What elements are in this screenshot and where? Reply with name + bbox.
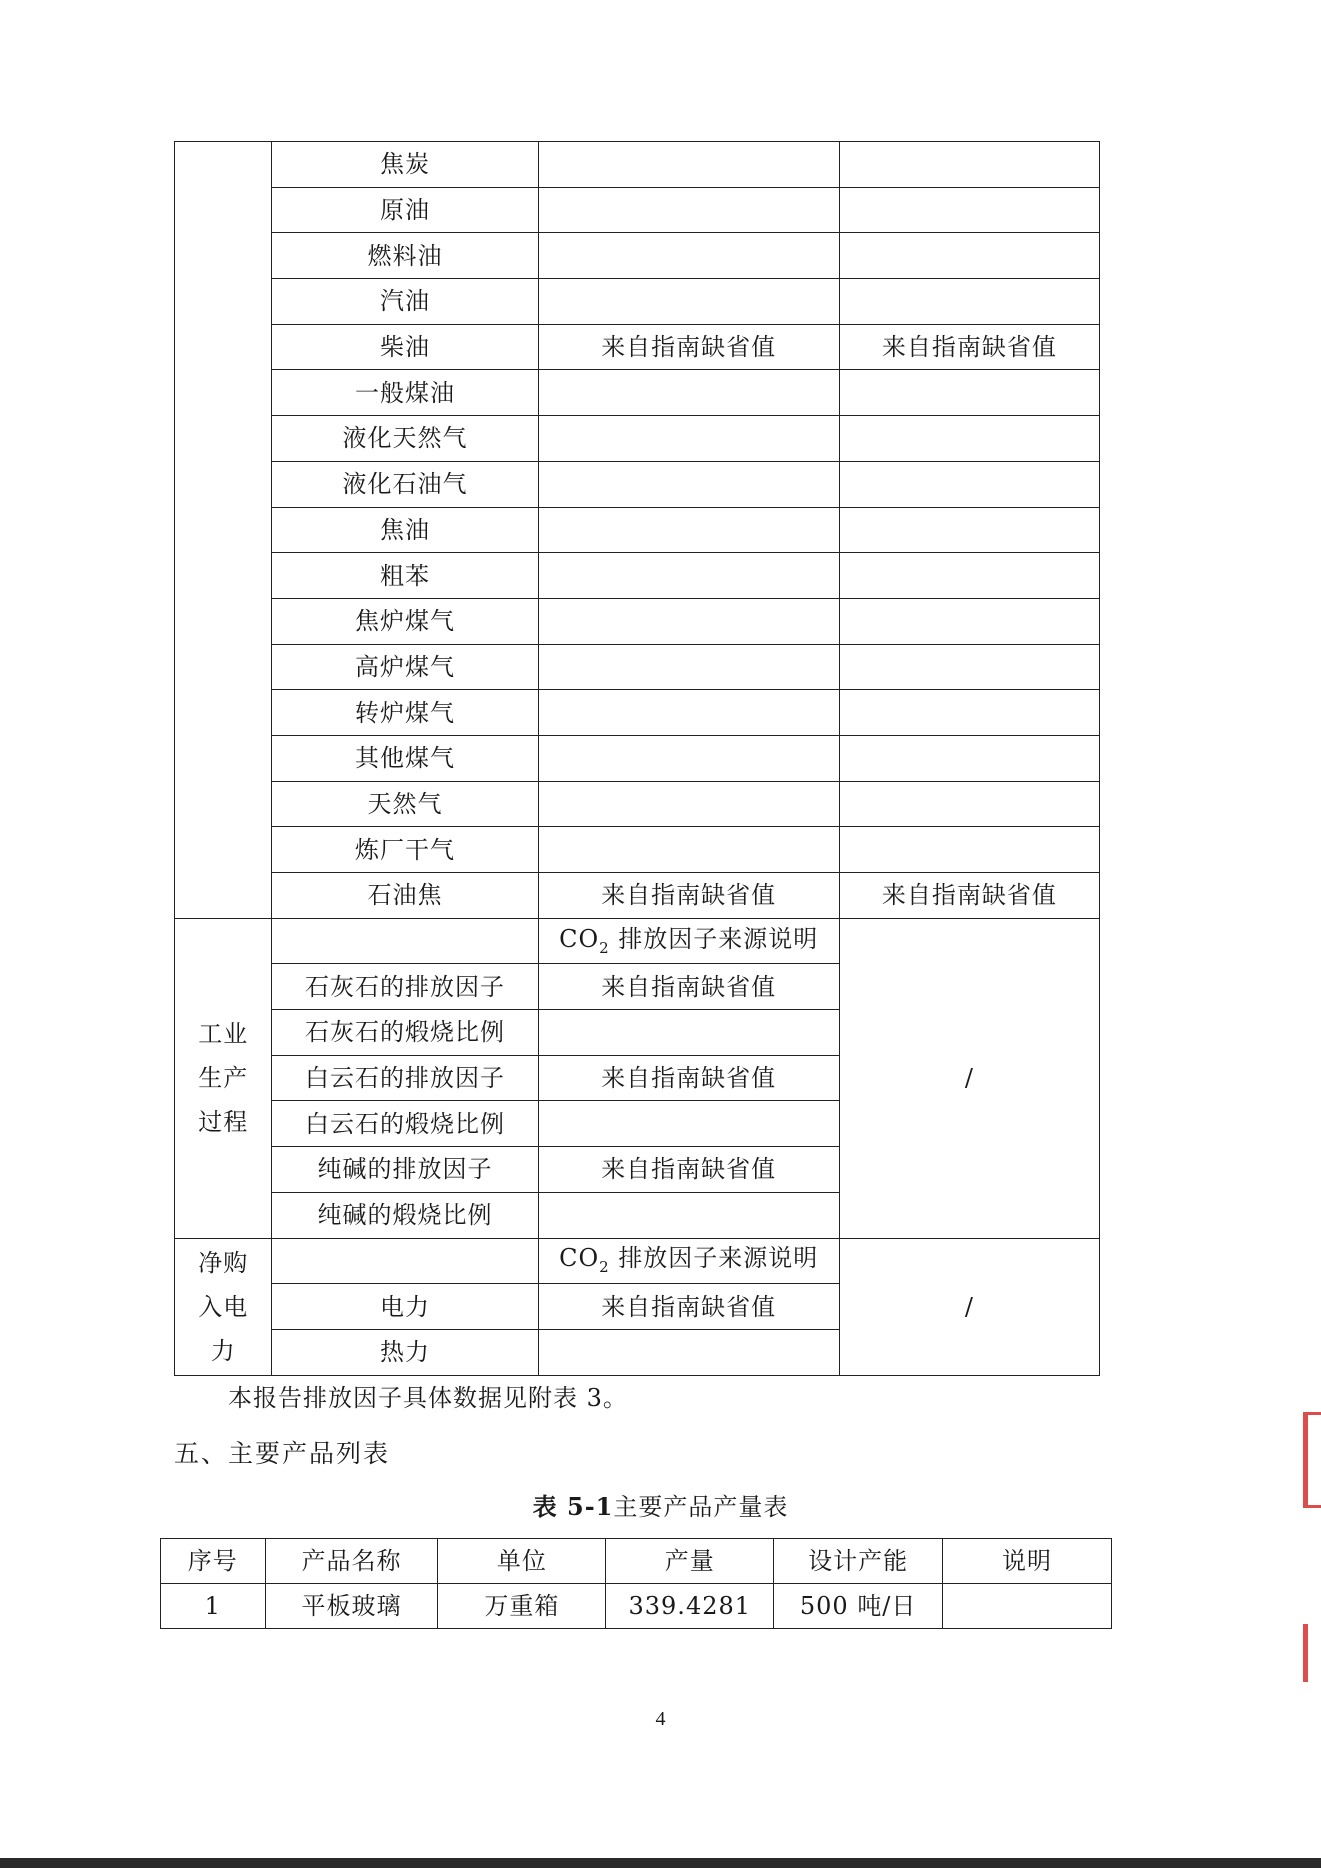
scan-border <box>0 1858 1321 1868</box>
fuel-name: 柴油 <box>272 324 538 370</box>
label-line: 力 <box>210 1336 236 1365</box>
energy-factor-source <box>538 1329 839 1375</box>
table-title: 主要产品产量表 <box>613 1493 789 1521</box>
table-row <box>175 827 1100 873</box>
table-cell <box>943 1584 1112 1629</box>
fuel-factor-source-2 <box>839 735 1099 781</box>
process-factor-source <box>538 1101 839 1147</box>
purchased-power-label-cell <box>175 1238 272 1375</box>
co2-factor-source-header <box>538 1238 839 1284</box>
label-line: 过程 <box>198 1108 249 1137</box>
seal-stamp-fragment <box>1303 1412 1321 1508</box>
column-header: 说明 <box>943 1539 1112 1584</box>
fuel-name: 焦炉煤气 <box>272 598 538 644</box>
fuel-category-cell <box>175 142 272 919</box>
emission-factor-table <box>174 141 1100 1376</box>
energy-type-name: 热力 <box>272 1329 538 1375</box>
table-cell: 平板玻璃 <box>265 1584 438 1629</box>
fuel-factor-source <box>538 233 839 279</box>
process-factor-name: 石灰石的排放因子 <box>272 964 538 1010</box>
fuel-factor-source-2: 来自指南缺省值 <box>839 873 1099 919</box>
table-row <box>175 324 1100 370</box>
table-row <box>175 873 1100 919</box>
fuel-factor-source-2 <box>839 279 1099 325</box>
fuel-factor-source <box>538 507 839 553</box>
fuel-name: 炼厂干气 <box>272 827 538 873</box>
fuel-name: 天然气 <box>272 781 538 827</box>
fuel-factor-source: 来自指南缺省值 <box>538 873 839 919</box>
fuel-factor-source <box>538 644 839 690</box>
table-cell: 万重箱 <box>438 1584 606 1629</box>
process-factor-name: 白云石的煅烧比例 <box>272 1101 538 1147</box>
table-cell: 500 吨/日 <box>774 1584 943 1629</box>
fuel-name: 一般煤油 <box>272 370 538 416</box>
seal-stamp-fragment <box>1303 1624 1321 1682</box>
purchased-power-label <box>198 1241 248 1373</box>
column-header: 产品名称 <box>265 1539 438 1584</box>
industrial-process-label-cell <box>175 918 272 1238</box>
fuel-name: 石油焦 <box>272 873 538 919</box>
fuel-factor-source <box>538 416 839 462</box>
fuel-factor-source-2 <box>839 370 1099 416</box>
product-table <box>160 1538 1112 1629</box>
fuel-factor-source-2 <box>839 827 1099 873</box>
table-header-row <box>161 1539 1112 1584</box>
fuel-name: 转炉煤气 <box>272 690 538 736</box>
table-cell: 1 <box>161 1584 266 1629</box>
fuel-name: 焦炭 <box>272 142 538 188</box>
fuel-factor-source-2: 来自指南缺省值 <box>839 324 1099 370</box>
fuel-factor-source: 来自指南缺省值 <box>538 324 839 370</box>
fuel-name: 液化天然气 <box>272 416 538 462</box>
header-prefix: CO <box>559 924 600 953</box>
header-subscript: 2 <box>599 938 610 957</box>
table-row <box>175 187 1100 233</box>
fuel-name: 焦油 <box>272 507 538 553</box>
table-cell: 339.4281 <box>606 1584 774 1629</box>
table-row <box>161 1584 1112 1629</box>
empty-cell <box>272 1238 538 1284</box>
fuel-factor-source <box>538 370 839 416</box>
process-factor-name: 白云石的排放因子 <box>272 1055 538 1101</box>
fuel-name: 高炉煤气 <box>272 644 538 690</box>
fuel-factor-source <box>538 553 839 599</box>
column-header: 产量 <box>606 1539 774 1584</box>
fuel-factor-source-2 <box>839 461 1099 507</box>
label-line: 工业 <box>198 1020 249 1049</box>
table-row <box>175 1238 1100 1284</box>
fuel-factor-source-2 <box>839 781 1099 827</box>
process-factor-source <box>538 1010 839 1056</box>
fuel-name: 汽油 <box>272 279 538 325</box>
table-row <box>175 461 1100 507</box>
table-caption <box>0 1487 1321 1522</box>
fuel-factor-source-2 <box>839 233 1099 279</box>
fuel-name: 原油 <box>272 187 538 233</box>
label-line: 入电 <box>198 1292 249 1321</box>
co2-factor-source-header <box>538 918 839 964</box>
process-factor-source: 来自指南缺省值 <box>538 1055 839 1101</box>
process-factor-name: 石灰石的煅烧比例 <box>272 1010 538 1056</box>
fuel-factor-source <box>538 279 839 325</box>
label-line: 净购 <box>198 1248 249 1277</box>
appendix-note: 本报告排放因子具体数据见附表 3。 <box>228 1384 628 1412</box>
fuel-factor-source-2 <box>839 507 1099 553</box>
fuel-factor-source-2 <box>839 644 1099 690</box>
fuel-factor-source-2 <box>839 142 1099 188</box>
fuel-factor-source <box>538 461 839 507</box>
empty-cell <box>272 918 538 964</box>
header-subscript: 2 <box>599 1258 610 1277</box>
label-line: 生产 <box>198 1064 249 1093</box>
table-row <box>175 370 1100 416</box>
table-row <box>175 918 1100 964</box>
industrial-slash-cell: / <box>839 918 1099 1238</box>
fuel-name: 其他煤气 <box>272 735 538 781</box>
fuel-factor-source <box>538 598 839 644</box>
energy-type-name: 电力 <box>272 1284 538 1330</box>
process-factor-source <box>538 1192 839 1238</box>
table-row <box>175 781 1100 827</box>
energy-factor-source: 来自指南缺省值 <box>538 1284 839 1330</box>
header-prefix: CO <box>559 1244 600 1273</box>
fuel-factor-source-2 <box>839 690 1099 736</box>
process-factor-source: 来自指南缺省值 <box>538 964 839 1010</box>
table-row <box>175 690 1100 736</box>
table-row <box>175 553 1100 599</box>
header-suffix: 排放因子来源说明 <box>618 924 819 953</box>
table-row <box>175 233 1100 279</box>
fuel-factor-source-2 <box>839 187 1099 233</box>
fuel-factor-source-2 <box>839 598 1099 644</box>
process-factor-name: 纯碱的排放因子 <box>272 1147 538 1193</box>
table-row <box>175 279 1100 325</box>
fuel-factor-source <box>538 781 839 827</box>
fuel-factor-source <box>538 187 839 233</box>
column-header: 设计产能 <box>774 1539 943 1584</box>
fuel-factor-source-2 <box>839 553 1099 599</box>
table-row <box>175 598 1100 644</box>
page-number: 4 <box>655 1708 666 1730</box>
fuel-name: 燃料油 <box>272 233 538 279</box>
process-factor-name: 纯碱的煅烧比例 <box>272 1192 538 1238</box>
section-heading: 五、主要产品列表 <box>174 1439 391 1468</box>
column-header: 单位 <box>438 1539 606 1584</box>
process-factor-source: 来自指南缺省值 <box>538 1147 839 1193</box>
table-row <box>175 507 1100 553</box>
table-row <box>175 416 1100 462</box>
fuel-factor-source <box>538 142 839 188</box>
table-number: 表 5-1 <box>532 1492 614 1521</box>
fuel-factor-source-2 <box>839 416 1099 462</box>
column-header: 序号 <box>161 1539 266 1584</box>
fuel-name: 液化石油气 <box>272 461 538 507</box>
fuel-name: 粗苯 <box>272 553 538 599</box>
industrial-process-label <box>198 1012 248 1144</box>
fuel-factor-source <box>538 690 839 736</box>
purchased-slash-cell: / <box>839 1238 1099 1375</box>
table-row <box>175 142 1100 188</box>
fuel-factor-source <box>538 735 839 781</box>
table-row <box>175 735 1100 781</box>
table-row <box>175 644 1100 690</box>
header-suffix: 排放因子来源说明 <box>618 1244 819 1273</box>
fuel-factor-source <box>538 827 839 873</box>
